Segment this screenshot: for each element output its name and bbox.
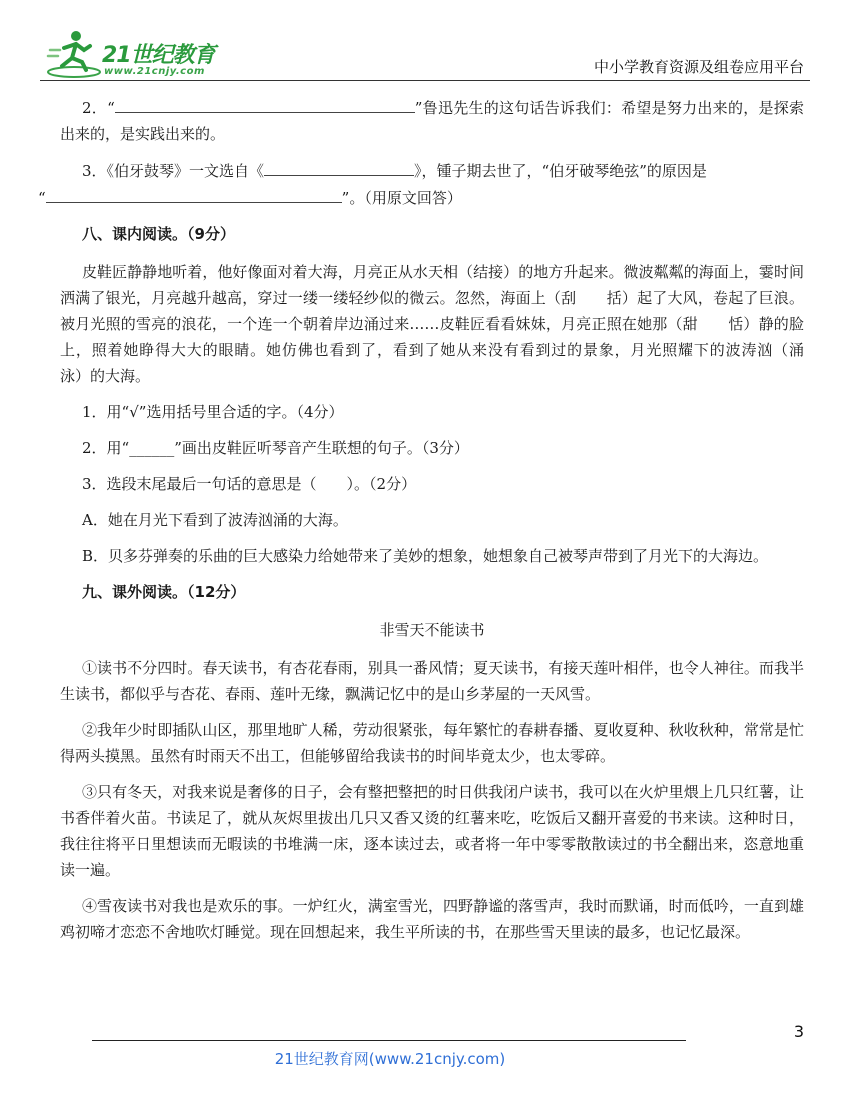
question-2-text: ”鲁迅先生的这句话告诉我们：希望是努力出来的，是探索出来的，是实践出来的。 <box>60 99 805 143</box>
header-divider <box>40 80 810 81</box>
page-header <box>40 18 810 82</box>
footer-divider <box>92 1040 686 1041</box>
article-title: 非雪天不能读书 <box>379 621 485 639</box>
page-content <box>38 94 835 955</box>
section-8-heading: 八、课内阅读。（9分） <box>82 225 235 243</box>
article-paragraph-3: ③只有冬天，对我来说是奢侈的日子，会有整把整把的时日供我闭户读书，我可以在火炉里煨上几只红薯，让书香伴着火苗。书读足了，就从灰烬里拔出几只又香又烫的红薯来吃，吃饭后又翻开喜爱的书来读。这种时日，我往往将平日里想读而无暇读的书堆满一床，逐本读过去，或者将一年中零零散散读过的书全翻出来，恣意地重读一遍。 <box>60 783 804 879</box>
answer-blank[interactable] <box>46 184 342 203</box>
runner-logo-icon <box>46 28 104 80</box>
passage-8: 皮鞋匠静静地听着，他好像面对着大海，月亮正从水天相（结接）的地方升起来。微波粼粼的海面上，霎时间洒满了银光，月亮越升越高，穿过一缕一缕轻纱似的微云。忽然，海面上（刮 括）起了大风，卷起了巨浪。被月光照的雪亮的浪花，一个连一个朝着岸边涌过来……皮鞋匠看看妹妹，月亮正照在她那（甜 恬）静的脸上，照着她睁得大大的眼睛。她仿佛也看到了，看到了她从来没有看到过的景象，月光照耀下的波涛汹（涌 泳）的大海。 <box>60 263 835 385</box>
logo-text: 21世纪教育 <box>102 43 215 68</box>
article-paragraph-4: ④雪夜读书对我也是欢乐的事。一炉红火，满室雪光，四野静谧的落雪声，我时而默诵，时而低吟，一直到雄鸡初啼才恋恋不舍地吹灯睡觉。现在回想起来，我生平所读的书，在那些雪天里读的最多，也记忆最深。 <box>60 897 804 941</box>
logo-url: www.21cnjy.com <box>104 66 205 77</box>
question-3-open-quote: “ <box>38 189 46 207</box>
question-3-part1: 3．《伯牙鼓琴》一文选自《 <box>82 162 265 180</box>
footer-site-link[interactable]: 21世纪教育网(www.21cnjy.com) <box>274 1050 506 1068</box>
question-3-part3: ”。（用原文回答） <box>341 189 462 207</box>
option-a: A．她在月光下看到了波涛汹涌的大海。 <box>82 511 348 529</box>
article-paragraph-1: ①读书不分四时。春天读书，有杏花春雨，别具一番风情；夏天读书，有接天莲叶相伴，也令人神往。而我半生读书，都似乎与杏花、春雨、莲叶无缘，飘满记忆中的是山乡茅屋的一天风雪。 <box>60 659 804 703</box>
question-8-2: 2．用“______”画出皮鞋匠听琴音产生联想的句子。（3分） <box>82 439 469 457</box>
question-2-number: 2．“ <box>82 99 115 117</box>
question-3 <box>38 157 804 211</box>
section-9-heading: 九、课外阅读。（12分） <box>82 583 246 601</box>
article-paragraph-2: ②我年少时即插队山区，那里地旷人稀，劳动很紧张，每年繁忙的春耕春播、夏收夏种、秋收秋种，常常是忙得两头摸黑。虽然有时雨天不出工，但能够留给我读书的时间毕竟太少，也太零碎。 <box>60 721 804 765</box>
question-3-part2: 》，锺子期去世了，“伯牙破琴绝弦”的原因是 <box>414 162 707 180</box>
question-8-3: 3．选段末尾最后一句话的意思是（ ）。（2分） <box>82 475 417 493</box>
question-2 <box>60 94 804 147</box>
site-logo <box>46 24 216 82</box>
question-8-1: 1．用“√”选用括号里合适的字。（4分） <box>82 403 344 421</box>
option-b: B．贝多芬弹奏的乐曲的巨大感染力给她带来了美妙的想象，她想象自己被琴声带到了月光下的大海边。 <box>82 547 769 565</box>
platform-name: 中小学教育资源及组卷应用平台 <box>593 58 804 76</box>
answer-blank[interactable] <box>264 157 414 176</box>
page-number: 3 <box>793 1022 804 1041</box>
answer-blank[interactable] <box>115 94 415 113</box>
